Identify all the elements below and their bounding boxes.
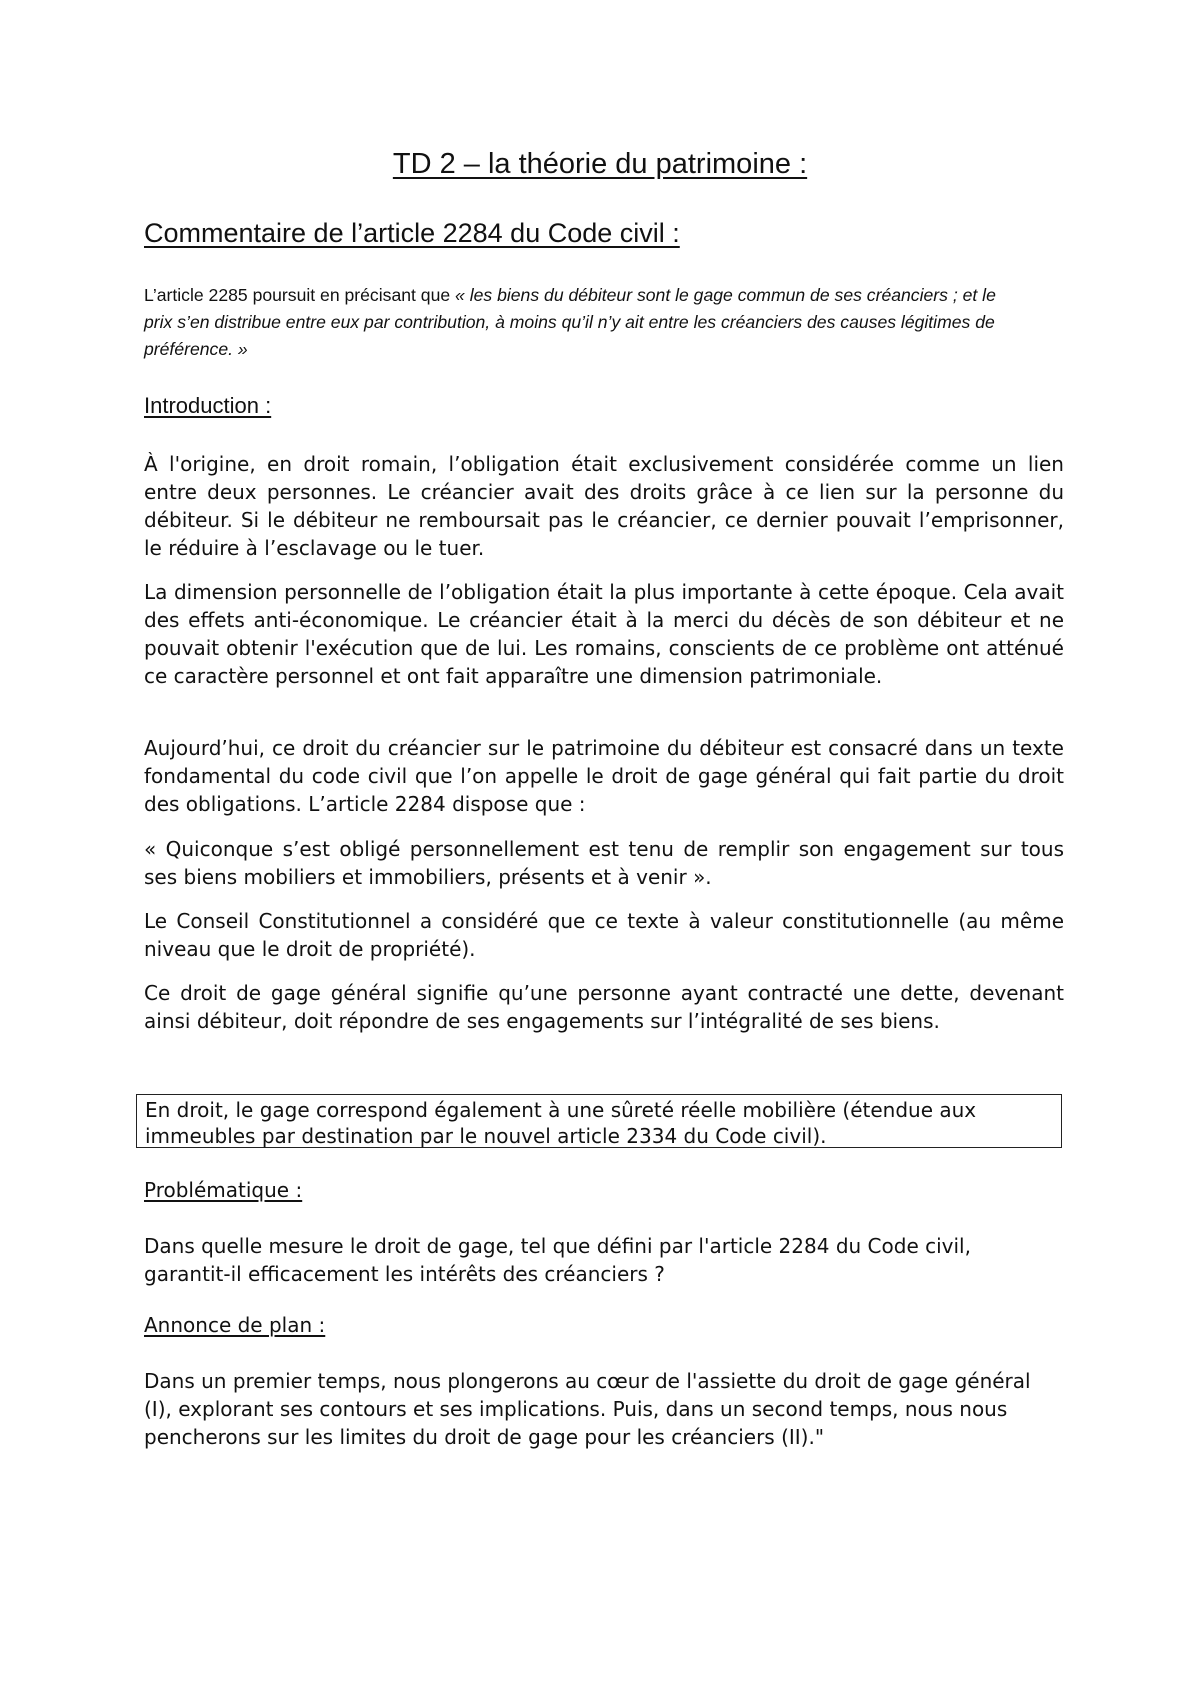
intro-paragraph: La dimension personnelle de l’obligation était la plus importante à cette époque. Cela avait des effets anti-économique. Le créancier était à la merci du décès de son débiteur et ne pouvait obtenir l'exécution que de lui. Les romains, conscients de ce problème ont atténué ce caractère personnel et ont fait apparaître une dimension patrimoniale.	[144, 580, 1064, 688]
intro-paragraph: À l'origine, en droit romain, l’obligation était exclusivement considérée comme un lien entre deux personnes. Le créancier avait des droits grâce à ce lien sur la personne du débiteur. Si le débiteur ne remboursait pas le créancier, ce dernier pouvait l’emprisonner, le réduire à l’esclavage ou le tuer.	[144, 452, 1064, 560]
article-2285-quote	[144, 282, 1004, 363]
quote-italic: « les biens du débiteur sont le gage commun de ses créanciers ; et le prix s’en distribue entre eux par contribution, à moins qu’il n’y ait entre les créanciers des causes légitimes de préférence. »	[144, 285, 996, 359]
document-title: TD 2 – la théorie du patrimoine :	[392, 148, 808, 180]
problematique-text: Dans quelle mesure le droit de gage, tel que défini par l'article 2284 du Code civil, garantit-il efficacement les intérêts des créanciers ?	[144, 1234, 971, 1286]
intro-paragraph: Aujourd’hui, ce droit du créancier sur le patrimoine du débiteur est consacré dans un texte fondamental du code civil que l’on appelle le droit de gage général qui fait partie du droit des obligations. L’article 2284 dispose que :	[144, 736, 1064, 816]
introduction-heading: Introduction :	[144, 393, 272, 418]
quote-prefix: L’article 2285 poursuit en précisant que	[144, 285, 456, 305]
annonce-de-plan-heading: Annonce de plan :	[144, 1313, 326, 1337]
intro-paragraph: Le Conseil Constitutionnel a considéré que ce texte à valeur constitutionnelle (au même niveau que le droit de propriété).	[144, 909, 1064, 961]
boxed-note: En droit, le gage correspond également à une sûreté réelle mobilière (étendue aux immeubles par destination par le nouvel article 2334 du Code civil).	[136, 1094, 1062, 1148]
intro-paragraph: Ce droit de gage général signifie qu’une personne ayant contracté une dette, devenant ainsi débiteur, doit répondre de ses engagements sur l’intégralité de ses biens.	[144, 981, 1064, 1033]
article-2284-quote: « Quiconque s’est obligé personnellement est tenu de remplir son engagement sur tous ses biens mobiliers et immobiliers, présents et à venir ».	[144, 837, 1064, 889]
document-subtitle: Commentaire de l’article 2284 du Code civil :	[144, 218, 680, 248]
annonce-de-plan-text: Dans un premier temps, nous plongerons au cœur de l'assiette du droit de gage général (I), explorant ses contours et ses implications. Puis, dans un second temps, nous nous pencherons sur les limites du droit de gage pour les créanciers (II)."	[144, 1369, 1031, 1449]
problematique-heading: Problématique :	[144, 1178, 303, 1202]
